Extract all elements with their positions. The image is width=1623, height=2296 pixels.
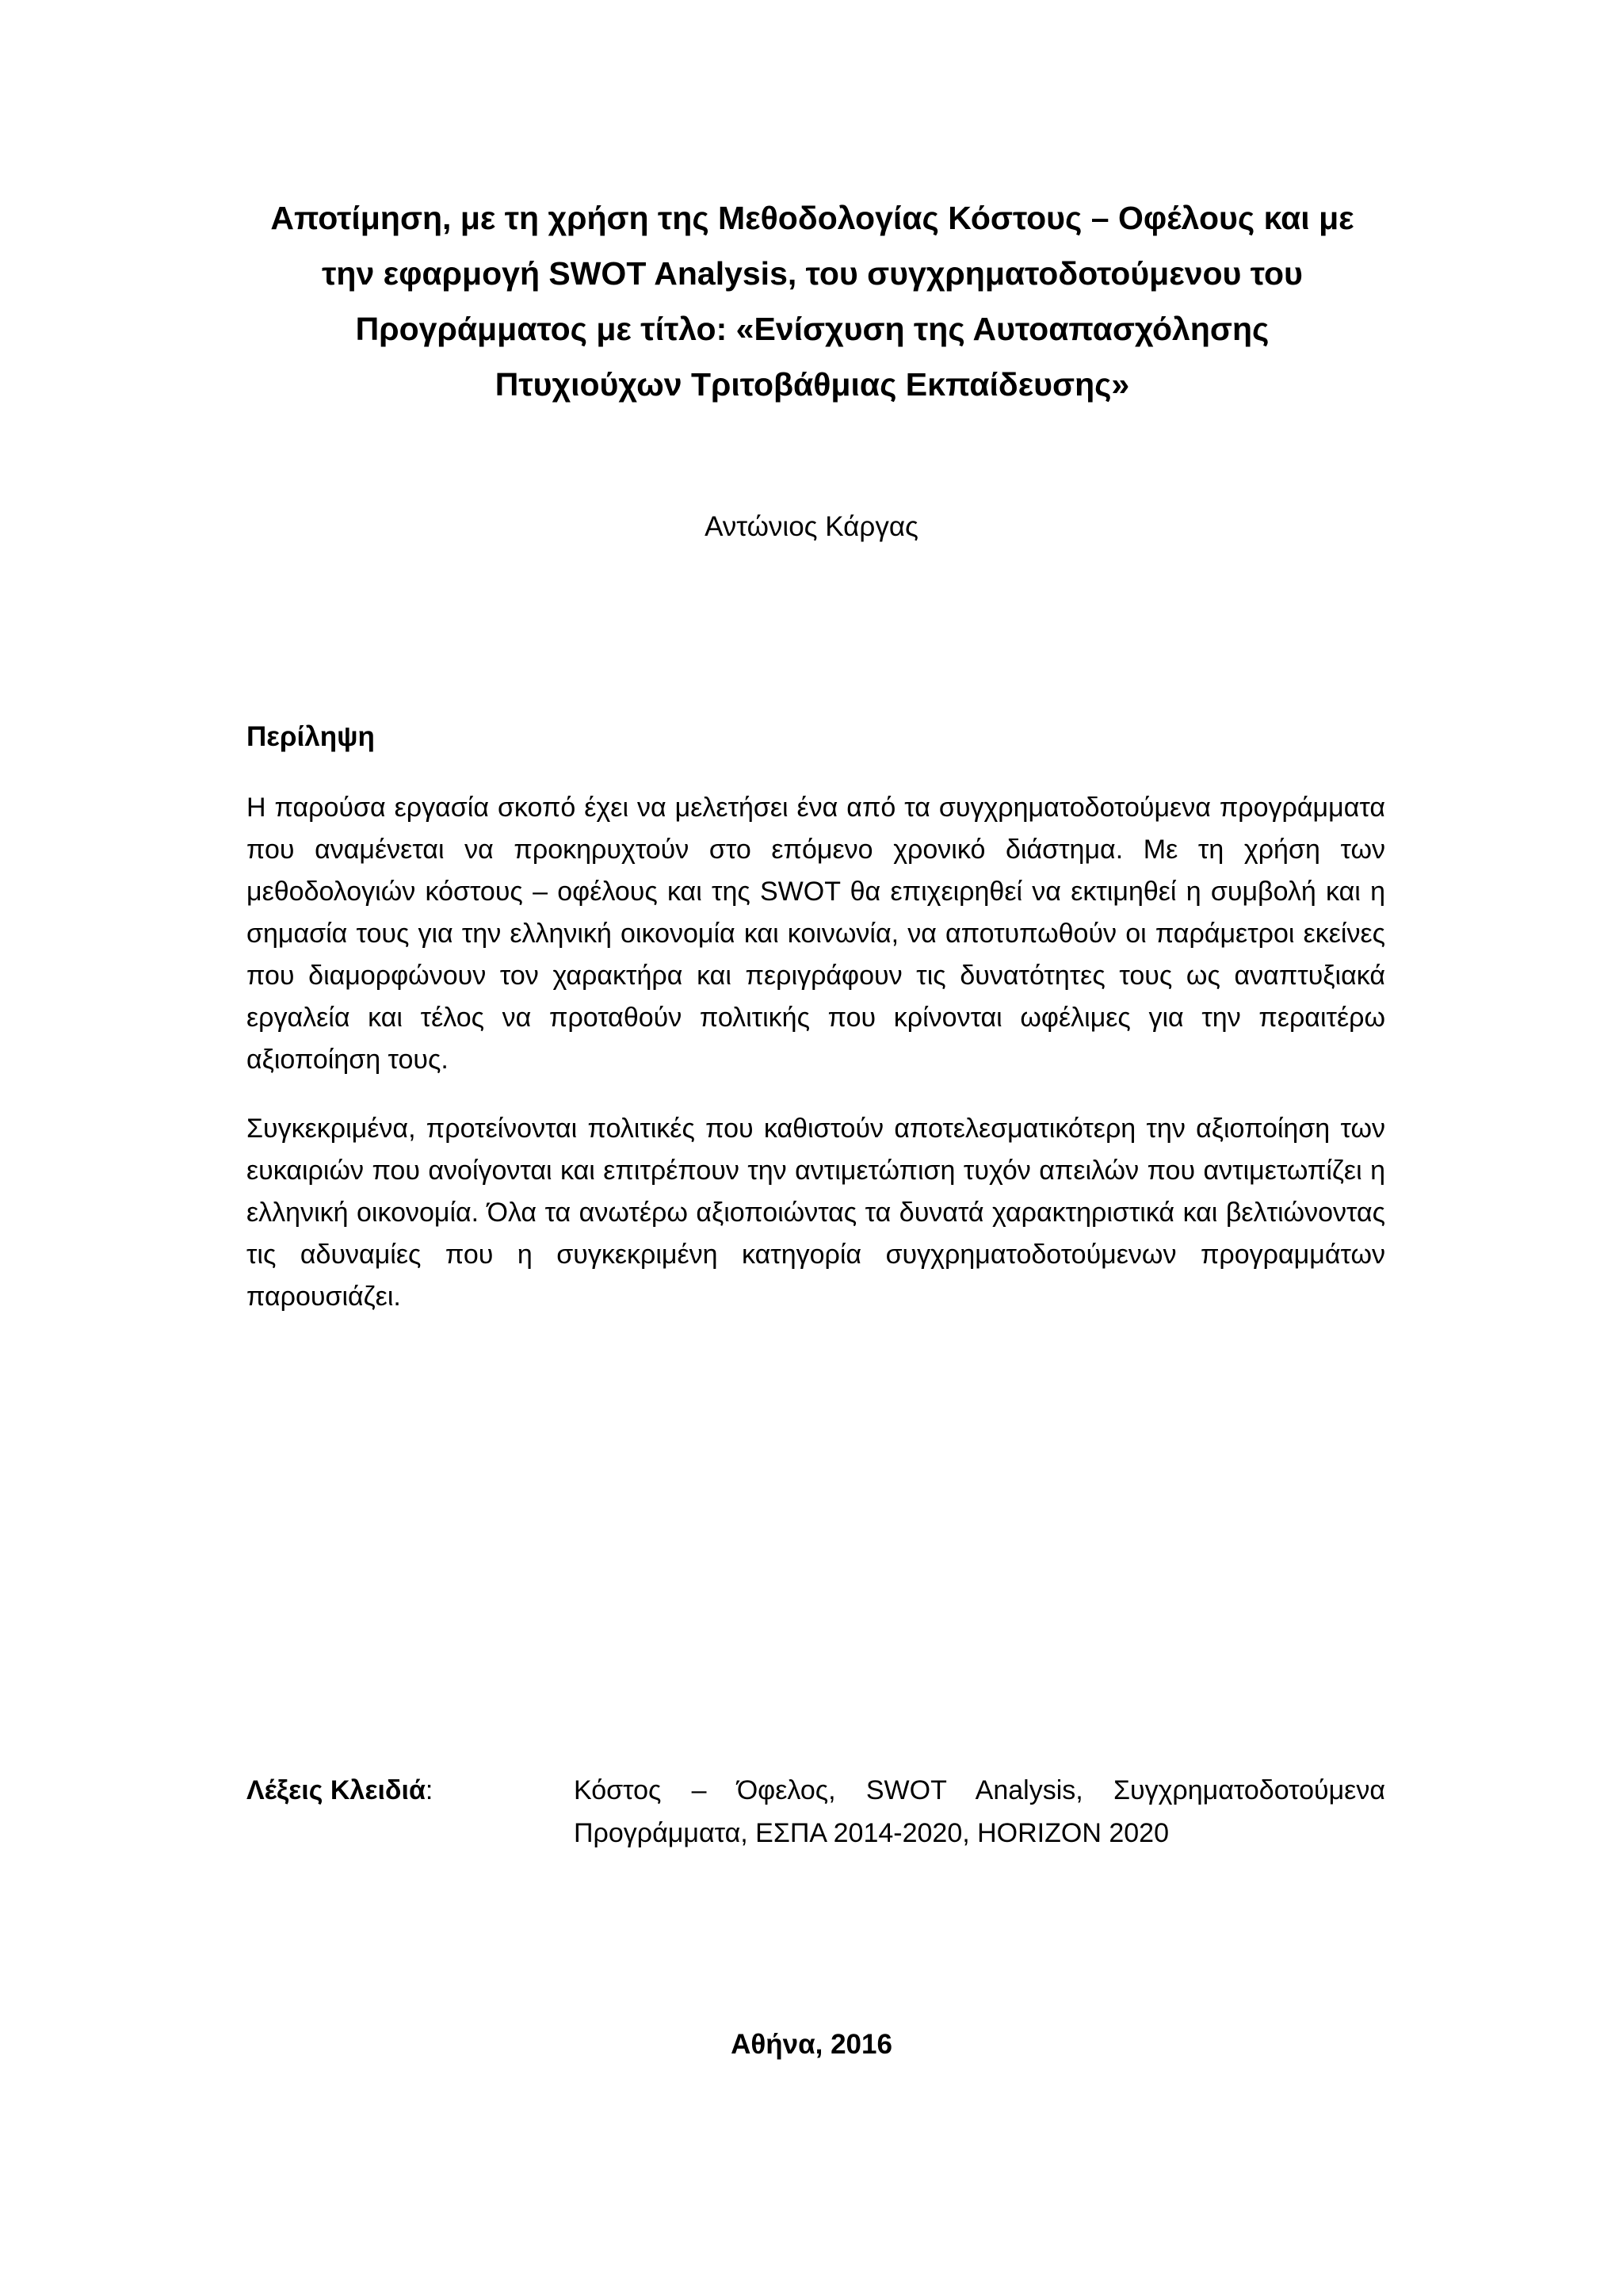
abstract-body xyxy=(246,787,1385,1345)
abstract-paragraph: Συγκεκριμένα, προτείνονται πολιτικές που καθιστούν αποτελεσματικότερη την αξιοποίηση των ευκαιριών που ανοίγονται και επιτρέπουν την αντιμετώπιση τυχόν απειλών που αντιμετωπίζει η ελληνική οικονομία. Όλα τα ανωτέρω αξιοποιώντας τα δυνατά χαρακτηριστικά και βελτιώνοντας τις αδυναμίες που η συγκεκριμένη κατηγορία συγχρηματοδοτούμενων προγραμμάτων παρουσιάζει. xyxy=(246,1114,1385,1312)
title-line: Προγράμματος με τίτλο: «Ενίσχυση της Αυτοαπασχόλησης xyxy=(355,311,1270,347)
keywords-section xyxy=(246,1769,1385,1855)
document-title xyxy=(198,190,1426,412)
author-name: Αντώνιος Κάργας xyxy=(705,511,918,542)
abstract-paragraph: Η παρούσα εργασία σκοπό έχει να μελετήσει ένα από τα συγχρηματοδοτούμενα προγράμματα που αναμένεται να προκηρυχτούν στο επόμενο χρονικό διάστημα. Με τη χρήση των μεθοδολογιών κόστους – οφέλους και της SWOT θα επιχειρηθεί να εκτιμηθεί η συμβολή και η σημασία τους για την ελληνική οικονομία και κοινωνία, να αποτυπωθούν οι παράμετροι εκείνες που διαμορφώνουν τον χαρακτήρα και περιγράφουν τις δυνατότητες τους ως αναπτυξιακά εργαλεία και τέλος να προταθούν πολιτικής που κρίνονται ωφέλιμες για την περαιτέρω αξιοποίηση τους. xyxy=(246,793,1385,1075)
title-line: Αποτίμηση, με τη χρήση της Μεθοδολογίας Κόστους – Οφέλους και με xyxy=(270,200,1354,236)
keywords-label: Λέξεις Κλειδιά xyxy=(246,1775,426,1805)
abstract-heading: Περίληψη xyxy=(246,721,375,752)
place-date: Αθήνα, 2016 xyxy=(731,2029,892,2060)
title-line: Πτυχιούχων Τριτοβάθμιας Εκπαίδευσης» xyxy=(495,366,1130,403)
keywords-list: Κόστος – Όφελος, SWOT Analysis, Συγχρηματοδοτούμενα Προγράμματα, ΕΣΠΑ 2014-2020, HORIZON 2020 xyxy=(574,1775,1385,1848)
keywords-colon: : xyxy=(425,1775,433,1805)
title-line: την εφαρμογή SWOT Analysis, του συγχρηματοδοτούμενου του xyxy=(322,255,1303,292)
keywords-label-group xyxy=(246,1769,574,1855)
